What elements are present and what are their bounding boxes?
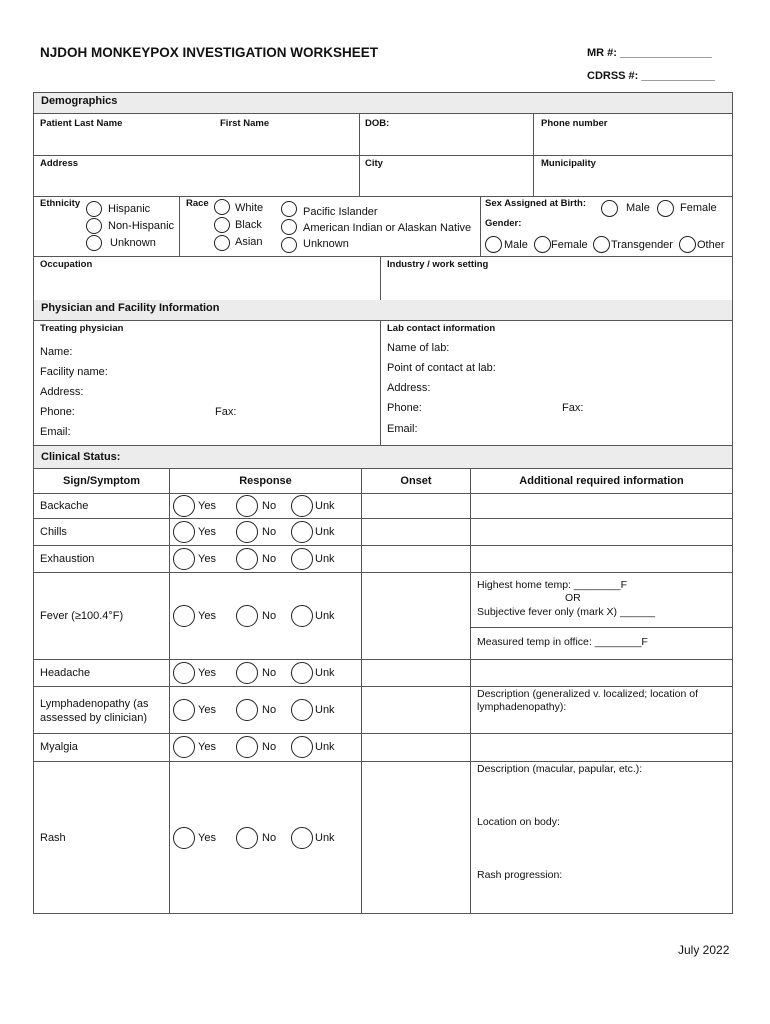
american-indian-radio[interactable] (281, 219, 297, 235)
myalgia-yes-radio[interactable] (173, 736, 195, 758)
response-unk: Unk (315, 610, 335, 622)
response-yes: Yes (198, 832, 216, 844)
headache-unk-radio[interactable] (291, 662, 313, 684)
race-option: American Indian or Alaskan Native (303, 222, 472, 234)
sex-female-radio[interactable] (657, 200, 674, 217)
ethnicity-option: Hispanic (108, 203, 151, 215)
lymphadenopathy-yes-radio[interactable] (173, 699, 195, 721)
lab-email-field[interactable]: Email: (387, 423, 418, 435)
subjective-fever-field[interactable]: Subjective fever only (mark X) ______ (477, 606, 656, 618)
black-radio[interactable] (214, 217, 230, 233)
response-no: No (262, 667, 277, 679)
gender-female-radio[interactable] (534, 236, 551, 253)
physician-phone-field[interactable]: Phone: (40, 406, 75, 418)
sex-option: Female (680, 202, 717, 214)
rash-location-field[interactable]: Location on body: (477, 816, 560, 828)
lab-address-field[interactable]: Address: (387, 382, 431, 394)
industry-field[interactable]: Industry / work setting (387, 259, 489, 270)
response-yes: Yes (198, 741, 216, 753)
phone-number-field[interactable]: Phone number (541, 118, 608, 129)
response-no: No (262, 741, 277, 753)
lab-phone-field[interactable]: Phone: (387, 402, 422, 414)
chills-no-radio[interactable] (236, 521, 258, 543)
lab-name-field[interactable]: Name of lab: (387, 342, 450, 354)
race-option: Black (235, 219, 262, 231)
response-no: No (262, 553, 277, 565)
symptom-headache: Headache (40, 667, 91, 679)
race-label: Race (186, 198, 209, 209)
physician-section-header: Physician and Facility Information (33, 300, 733, 321)
lab-fax-field[interactable]: Fax: (562, 402, 584, 414)
race-unknown-radio[interactable] (281, 237, 297, 253)
race-option: White (235, 202, 264, 214)
rash-no-radio[interactable] (236, 827, 258, 849)
response-unk: Unk (315, 667, 335, 679)
gender-label: Gender: (485, 218, 522, 229)
col-additional-info: Additional required information (519, 475, 684, 487)
or-label: OR (565, 592, 581, 604)
exhaustion-unk-radio[interactable] (291, 548, 313, 570)
chills-unk-radio[interactable] (291, 521, 313, 543)
dob-field[interactable]: DOB: (365, 118, 390, 129)
first-name-field[interactable]: First Name (220, 118, 270, 129)
mr-number-field[interactable]: MR #: _______________ (587, 47, 712, 59)
symptom-exhaustion: Exhaustion (40, 553, 95, 565)
lab-contact-label: Lab contact information (387, 323, 496, 334)
gender-male-radio[interactable] (485, 236, 502, 253)
exhaustion-yes-radio[interactable] (173, 548, 195, 570)
race-option: Unknown (303, 238, 349, 250)
highest-home-temp-field[interactable]: Highest home temp: ________F (477, 579, 628, 591)
myalgia-unk-radio[interactable] (291, 736, 313, 758)
symptom-myalgia: Myalgia (40, 741, 78, 753)
cdrss-number-field[interactable]: CDRSS #: ____________ (587, 70, 715, 82)
response-unk: Unk (315, 741, 335, 753)
response-no: No (262, 610, 277, 622)
fever-unk-radio[interactable] (291, 605, 313, 627)
asian-radio[interactable] (214, 235, 230, 251)
response-unk: Unk (315, 553, 335, 565)
physician-fax-field[interactable]: Fax: (215, 406, 237, 418)
response-unk: Unk (315, 704, 335, 716)
lab-contact-field[interactable]: Point of contact at lab: (387, 362, 496, 374)
gender-transgender-radio[interactable] (593, 236, 610, 253)
footer-date: July 2022 (678, 943, 730, 957)
physician-email-field[interactable]: Email: (40, 426, 71, 438)
chills-yes-radio[interactable] (173, 521, 195, 543)
response-unk: Unk (315, 832, 335, 844)
col-sign-symptom: Sign/Symptom (62, 475, 140, 487)
symptom-fever: Fever (≥100.4°F) (40, 610, 124, 622)
physician-address-field[interactable]: Address: (40, 386, 84, 398)
gender-option: Other (697, 239, 725, 251)
ethnicity-option: Non-Hispanic (108, 220, 175, 232)
sex-option: Male (626, 202, 650, 214)
backache-yes-radio[interactable] (173, 495, 195, 517)
response-yes: Yes (198, 553, 216, 565)
address-field[interactable]: Address (40, 158, 79, 169)
lymphadenopathy-description-field[interactable]: Description (generalized v. localized; location of lymphadenopathy): (477, 688, 699, 713)
race-option: Pacific Islander (303, 206, 378, 218)
measured-temp-field[interactable]: Measured temp in office: ________F (477, 636, 648, 648)
non-hispanic-radio[interactable] (86, 218, 102, 234)
backache-unk-radio[interactable] (291, 495, 313, 517)
form-title: NJDOH MONKEYPOX INVESTIGATION WORKSHEET (40, 45, 379, 60)
physician-name-field[interactable]: Name: (40, 346, 73, 358)
ethnicity-option: Unknown (110, 237, 156, 249)
response-no: No (262, 832, 277, 844)
response-yes: Yes (198, 667, 216, 679)
fever-yes-radio[interactable] (173, 605, 195, 627)
rash-progression-field[interactable]: Rash progression: (477, 869, 563, 881)
response-no: No (262, 500, 277, 512)
response-no: No (262, 704, 277, 716)
race-option: Asian (235, 236, 263, 248)
headache-no-radio[interactable] (236, 662, 258, 684)
gender-option: Transgender (611, 239, 673, 251)
response-yes: Yes (198, 500, 216, 512)
ethnicity-unknown-radio[interactable] (86, 235, 102, 251)
symptom-backache: Backache (40, 500, 89, 512)
symptom-rash: Rash (40, 832, 66, 844)
col-onset: Onset (400, 475, 432, 487)
facility-name-field[interactable]: Facility name: (40, 366, 108, 378)
treating-physician-label: Treating physician (40, 323, 124, 334)
symptom-chills: Chills (40, 526, 67, 538)
myalgia-no-radio[interactable] (236, 736, 258, 758)
exhaustion-no-radio[interactable] (236, 548, 258, 570)
sex-male-radio[interactable] (601, 200, 618, 217)
fever-no-radio[interactable] (236, 605, 258, 627)
occupation-field[interactable]: Occupation (40, 259, 93, 270)
gender-option: Female (551, 239, 588, 251)
headache-yes-radio[interactable] (173, 662, 195, 684)
municipality-field[interactable]: Municipality (541, 158, 596, 169)
backache-no-radio[interactable] (236, 495, 258, 517)
lymphadenopathy-unk-radio[interactable] (291, 699, 313, 721)
demographics-section-header: Demographics (33, 92, 733, 114)
gender-option: Male (504, 239, 528, 251)
white-radio[interactable] (214, 199, 230, 215)
rash-yes-radio[interactable] (173, 827, 195, 849)
response-no: No (262, 526, 277, 538)
col-response: Response (239, 475, 292, 487)
response-unk: Unk (315, 500, 335, 512)
symptom-lymphadenopathy: Lymphadenopathy (as assessed by clinician) (40, 698, 149, 724)
response-yes: Yes (198, 610, 216, 622)
response-yes: Yes (198, 704, 216, 716)
ethnicity-label: Ethnicity (40, 198, 81, 209)
city-field[interactable]: City (365, 158, 383, 169)
response-yes: Yes (198, 526, 216, 538)
patient-last-name-field[interactable]: Patient Last Name (40, 118, 123, 129)
clinical-section-header: Clinical Status: (33, 445, 733, 469)
gender-other-radio[interactable] (679, 236, 696, 253)
rash-description-field[interactable]: Description (macular, papular, etc.): (477, 763, 643, 775)
lymphadenopathy-no-radio[interactable] (236, 699, 258, 721)
sex-at-birth-label: Sex Assigned at Birth: (485, 198, 587, 209)
pacific-islander-radio[interactable] (281, 201, 297, 217)
hispanic-radio[interactable] (86, 201, 102, 217)
rash-unk-radio[interactable] (291, 827, 313, 849)
response-unk: Unk (315, 526, 335, 538)
